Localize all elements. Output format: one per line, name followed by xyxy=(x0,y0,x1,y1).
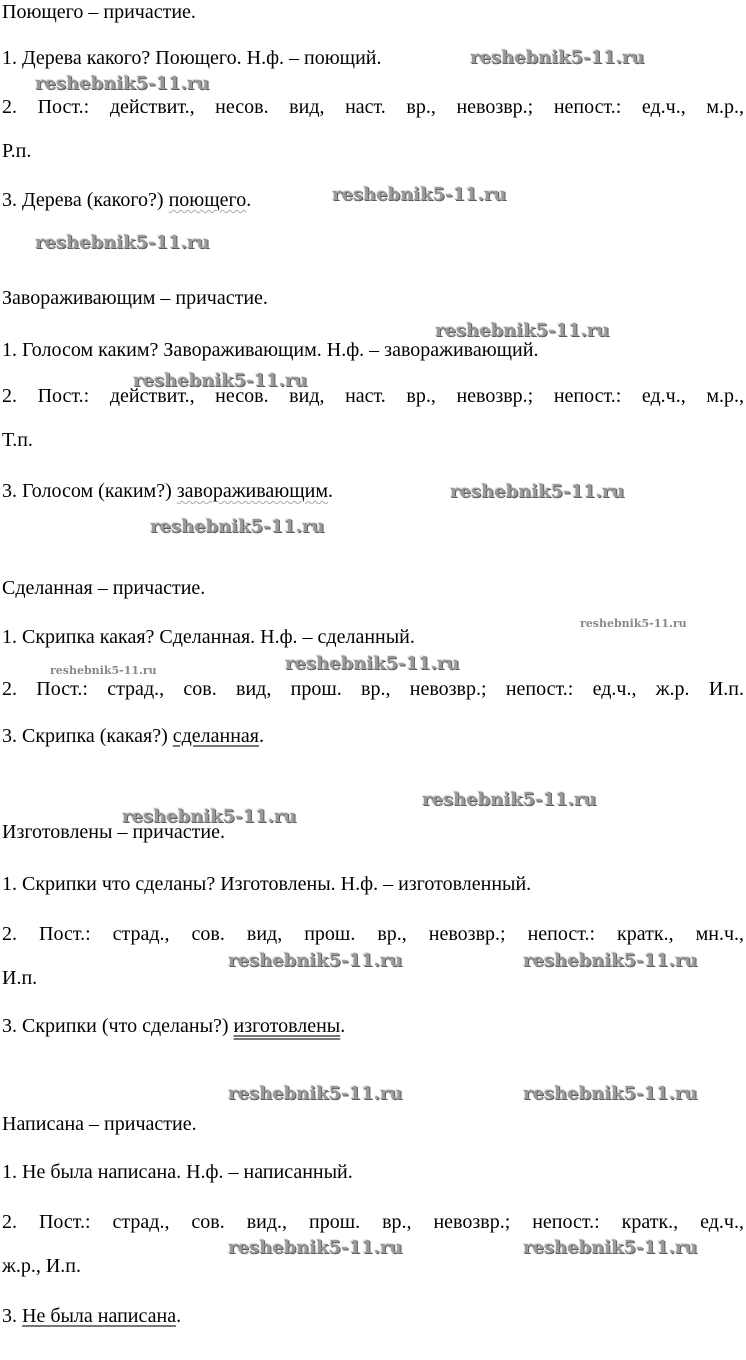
block-2-heading: Завораживающим – причастие. xyxy=(2,287,268,309)
line-3-suffix: . xyxy=(328,480,333,502)
line-3-suffix: . xyxy=(176,1305,182,1327)
block-1-line-2: 2. Пост.: действит., несов. вид, наст. вр., невозвр.; непост.: ед.ч., м.р., xyxy=(2,96,744,118)
block-3-line-2: 2. Пост.: страд., сов. вид, прош. вр., невозвр.; непост.: ед.ч., ж.р. И.п. xyxy=(2,678,744,700)
watermark: reshebnik5-11.ru xyxy=(228,1083,403,1104)
watermark: reshebnik5-11.ru xyxy=(50,664,157,677)
watermark: reshebnik5-11.ru xyxy=(470,47,645,68)
watermark: reshebnik5-11.ru xyxy=(523,1237,698,1258)
block-3-line-1: 1. Скрипка какая? Сделанная. Н.ф. – сделанный. xyxy=(2,626,415,648)
block-1-heading: Поющего – причастие. xyxy=(2,1,196,23)
block-5-line-3 xyxy=(2,1304,181,1328)
line-3-prefix: 3. Дерева (какого?) xyxy=(2,189,169,211)
watermark: reshebnik5-11.ru xyxy=(35,73,210,94)
line-3-suffix: . xyxy=(340,1015,346,1037)
watermark: reshebnik5-11.ru xyxy=(435,320,610,341)
underlined-word: поющего xyxy=(168,189,247,211)
block-2-line-3 xyxy=(2,479,333,503)
block-4-heading: Изготовлены – причастие. xyxy=(2,821,225,843)
watermark: reshebnik5-11.ru xyxy=(285,653,460,674)
block-5-line-1: 1. Не была написана. Н.ф. – написанный. xyxy=(2,1161,353,1183)
line-3-suffix: . xyxy=(259,725,265,747)
block-1-line-1: 1. Дерева какого? Поющего. Н.ф. – поющий. xyxy=(2,47,382,69)
watermark: reshebnik5-11.ru xyxy=(332,184,507,205)
line-3-suffix: . xyxy=(246,189,252,211)
watermark: reshebnik5-11.ru xyxy=(133,370,308,391)
watermark: reshebnik5-11.ru xyxy=(523,950,698,971)
underlined-word: изготовлены xyxy=(233,1015,341,1037)
watermark: reshebnik5-11.ru xyxy=(228,1237,403,1258)
block-2-line-2: 2. Пост.: действит., несов. вид, наст. вр., невозвр.; непост.: ед.ч., м.р., xyxy=(2,385,744,407)
block-3-heading: Сделанная – причастие. xyxy=(2,577,206,599)
watermark: reshebnik5-11.ru xyxy=(580,617,687,630)
block-5-line-2-cont: ж.р., И.п. xyxy=(2,1255,81,1277)
watermark: reshebnik5-11.ru xyxy=(523,1083,698,1104)
watermark: reshebnik5-11.ru xyxy=(450,481,625,502)
block-1-line-3 xyxy=(2,188,251,212)
block-3-line-3 xyxy=(2,724,264,748)
block-5-line-2: 2. Пост.: страд., сов. вид., прош. вр., невозвр.; непост.: кратк., ед.ч., xyxy=(2,1211,744,1233)
block-4-line-1: 1. Скрипки что сделаны? Изготовлены. Н.ф. – изготовленный. xyxy=(2,873,532,895)
block-1-line-2-cont: Р.п. xyxy=(2,140,32,162)
line-3-prefix: 3. Скрипка (какая?) xyxy=(2,725,173,747)
line-3-prefix: 3. xyxy=(2,1305,22,1327)
block-4-line-2: 2. Пост.: страд., сов. вид, прош. вр., невозвр.; непост.: кратк., мн.ч., xyxy=(2,923,744,945)
underlined-word: Не была написана xyxy=(22,1305,177,1327)
watermark: reshebnik5-11.ru xyxy=(228,950,403,971)
line-3-prefix: 3. Голосом (каким?) xyxy=(2,480,177,502)
block-4-line-3 xyxy=(2,1014,345,1038)
underlined-word: сделанная xyxy=(172,725,260,747)
block-2-line-2-cont: Т.п. xyxy=(2,429,33,451)
watermark: reshebnik5-11.ru xyxy=(122,806,297,827)
watermark: reshebnik5-11.ru xyxy=(150,516,325,537)
line-3-prefix: 3. Скрипки (что сделаны?) xyxy=(2,1015,234,1037)
watermark: reshebnik5-11.ru xyxy=(35,232,210,253)
block-2-line-1: 1. Голосом каким? Завораживающим. Н.ф. – завораживающий. xyxy=(2,339,539,361)
block-5-heading: Написана – причастие. xyxy=(2,1113,197,1135)
underlined-word: завораживающим xyxy=(176,480,328,502)
block-4-line-2-cont: И.п. xyxy=(2,967,38,989)
watermark: reshebnik5-11.ru xyxy=(422,789,597,810)
